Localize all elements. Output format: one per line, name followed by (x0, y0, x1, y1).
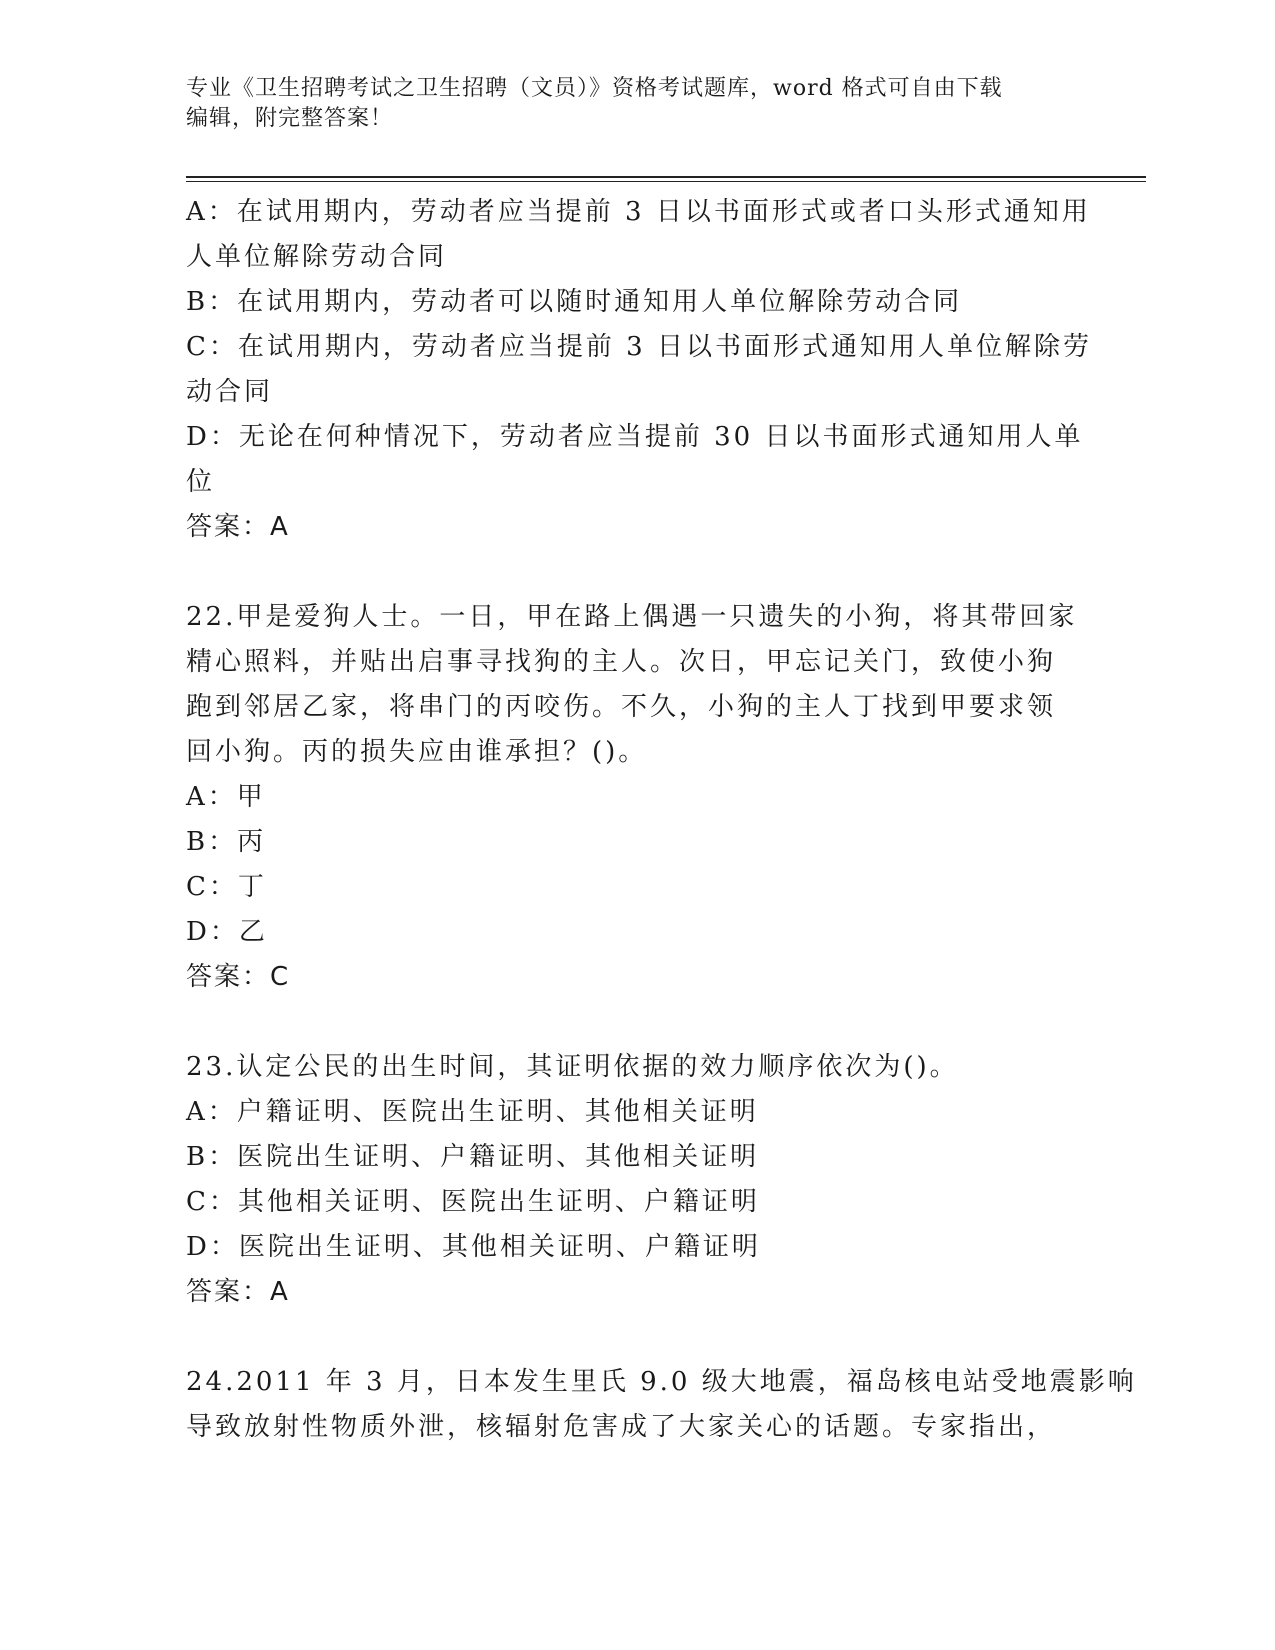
question-22 (186, 595, 1086, 1000)
spacer (186, 550, 1086, 595)
spacer (186, 1000, 1086, 1045)
header-divider-thin (186, 181, 1146, 182)
header-line-1: 专业《卫生招聘考试之卫生招聘（文员）》资格考试题库，word 格式可自由下载 (186, 76, 1003, 101)
question-stem-line-3: 跑到邻居乙家，将串门的丙咬伤。不久，小狗的主人丁找到甲要求领 (186, 692, 1057, 722)
question-stem-line-4: 回小狗。丙的损失应由谁承担？()。 (186, 737, 648, 767)
option-c: C：丁 (186, 872, 267, 902)
option-c-line-1: C：在试用期内，劳动者应当提前 3 日以书面形式通知用人单位解除劳 (186, 332, 1092, 362)
question-stem-line-2: 导致放射性物质外泄，核辐射危害成了大家关心的话题。专家指出， (186, 1412, 1057, 1442)
answer-label: 答案：A (186, 512, 290, 542)
document-header (186, 74, 1086, 134)
header-line-2: 编辑，附完整答案！ (186, 106, 394, 131)
question-21-options (186, 190, 1092, 550)
option-a-line-1: A：在试用期内，劳动者应当提前 3 日以书面形式或者口头形式通知用 (186, 197, 1091, 227)
option-d: D：医院出生证明、其他相关证明、户籍证明 (186, 1232, 761, 1262)
option-b: B：在试用期内，劳动者可以随时通知用人单位解除劳动合同 (186, 287, 963, 317)
option-d-line-1: D：无论在何种情况下，劳动者应当提前 30 日以书面形式通知用人单 (186, 422, 1084, 452)
option-b: B：医院出生证明、户籍证明、其他相关证明 (186, 1142, 760, 1172)
question-stem-line-1: 24.2011 年 3 月，日本发生里氏 9.0 级大地震，福岛核电站受地震影响 (186, 1367, 1137, 1397)
option-d: D：乙 (186, 917, 268, 947)
question-content (186, 190, 1137, 1450)
question-24 (186, 1360, 1137, 1450)
option-d-line-2: 位 (186, 467, 216, 497)
question-stem-line-1: 22.甲是爱狗人士。一日，甲在路上偶遇一只遗失的小狗，将其带回家 (186, 602, 1078, 632)
option-c-line-2: 动合同 (186, 377, 274, 407)
option-a: A：甲 (186, 782, 266, 812)
option-a-line-2: 人单位解除劳动合同 (186, 242, 448, 272)
spacer (186, 1315, 1086, 1360)
answer-label: 答案：C (186, 962, 291, 992)
question-23 (186, 1045, 1086, 1315)
header-divider-thick (186, 176, 1146, 178)
option-a: A：户籍证明、医院出生证明、其他相关证明 (186, 1097, 759, 1127)
answer-label: 答案：A (186, 1277, 290, 1307)
option-c: C：其他相关证明、医院出生证明、户籍证明 (186, 1187, 760, 1217)
option-b: B：丙 (186, 827, 267, 857)
question-stem-line-2: 精心照料，并贴出启事寻找狗的主人。次日，甲忘记关门，致使小狗 (186, 647, 1057, 677)
question-stem: 23.认定公民的出生时间，其证明依据的效力顺序依次为()。 (186, 1052, 959, 1082)
